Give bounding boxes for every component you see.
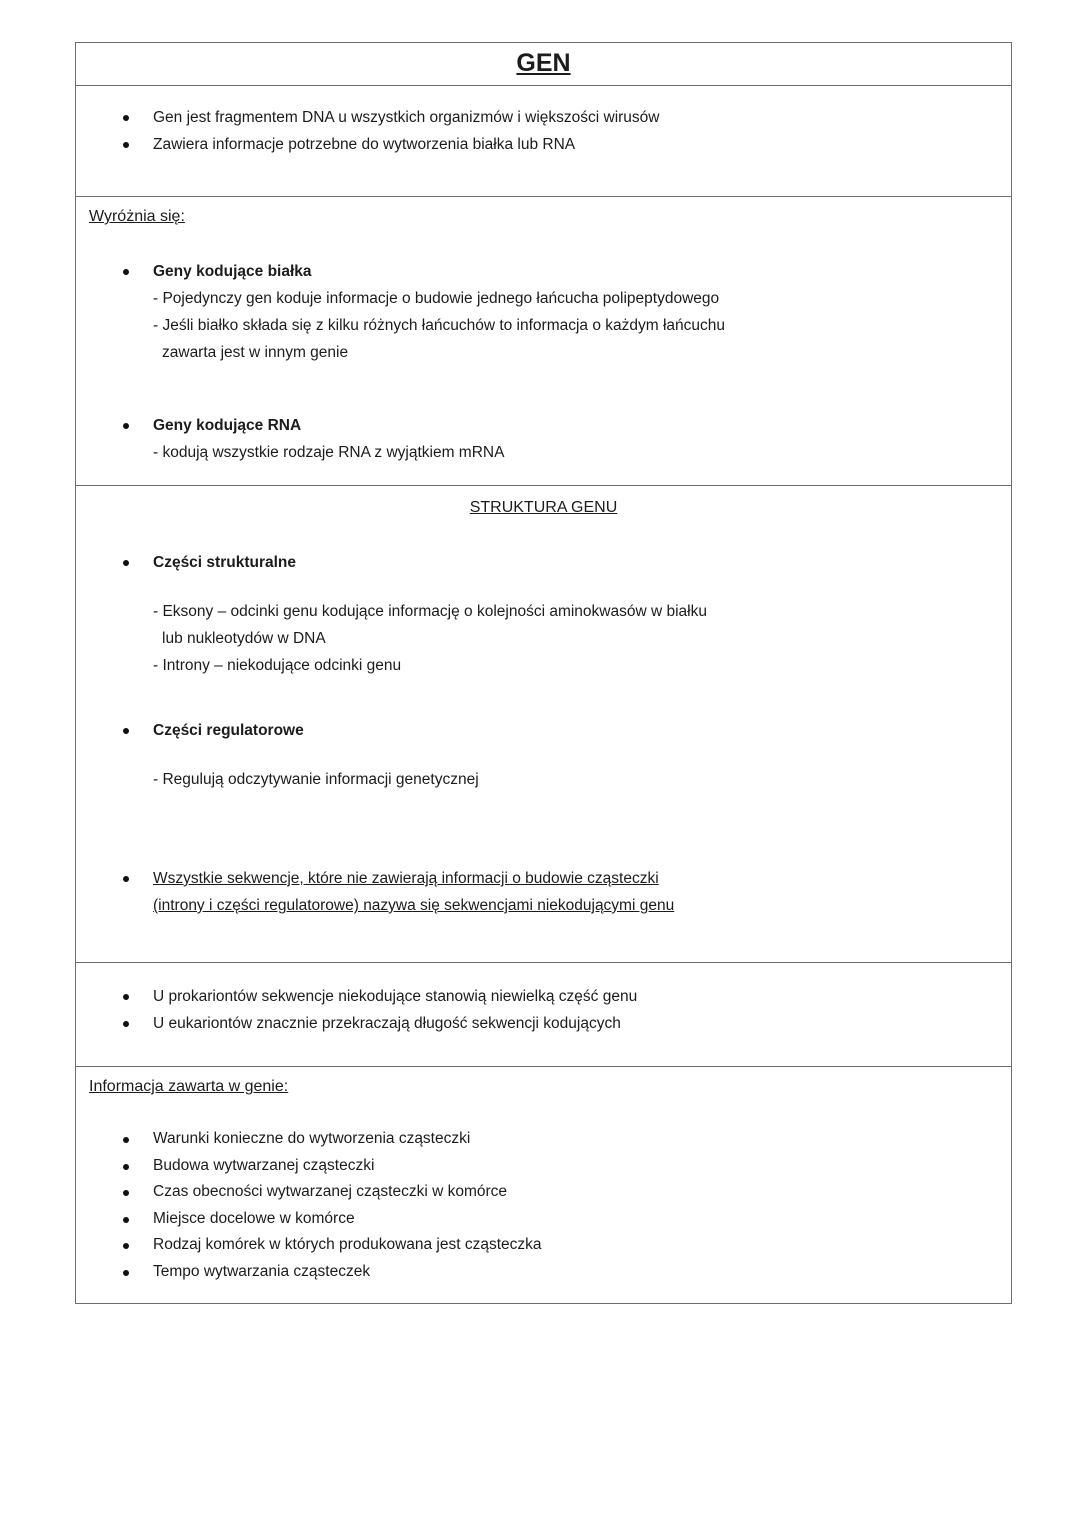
bullet-icon <box>123 994 129 1000</box>
bullet-icon <box>123 1243 129 1249</box>
bullet-sublines <box>76 766 1011 793</box>
subline: - Introny – niekodujące odcinki genu <box>153 657 402 674</box>
bullet-item <box>76 1232 1011 1259</box>
intro-section <box>76 86 1011 197</box>
subline: - Regulują odczytywanie informacji genetycznej <box>153 771 479 788</box>
comparison-section <box>76 963 1011 1067</box>
noncoding-note <box>153 865 1011 919</box>
bullet-item <box>76 1010 1011 1037</box>
bullet-icon <box>123 423 129 429</box>
bullet-icon <box>123 269 129 275</box>
bullet-icon <box>123 1021 129 1027</box>
note-line: Wszystkie sekwencje, które nie zawierają informacji o budowie cząsteczki <box>153 870 659 887</box>
bullet-text: Warunki konieczne do wytworzenia cząsteczki <box>153 1130 471 1147</box>
bullet-title: Geny kodujące białka <box>153 263 312 280</box>
bullet-item <box>76 549 1011 576</box>
bullet-text: Gen jest fragmentem DNA u wszystkich organizmów i większości wirusów <box>153 109 660 126</box>
bullet-text: Czas obecności wytwarzanej cząsteczki w komórce <box>153 1183 508 1200</box>
gene-structure-section <box>76 486 1011 963</box>
bullet-item <box>76 1153 1011 1180</box>
bullet-icon <box>123 1190 129 1196</box>
subline: zawarta jest w innym genie <box>162 344 349 361</box>
bullet-text: U eukariontów znacznie przekraczają długość sekwencji kodujących <box>153 1015 621 1032</box>
subline: - Eksony – odcinki genu kodujące informację o kolejności aminokwasów w białku <box>153 603 707 620</box>
bullet-icon <box>123 876 129 882</box>
bullet-icon <box>123 142 129 148</box>
bullet-item <box>76 1259 1011 1286</box>
bullet-icon <box>123 115 129 121</box>
section-heading: STRUKTURA GENU <box>469 499 618 516</box>
bullet-icon <box>123 1270 129 1276</box>
bullet-text: Rodzaj komórek w których produkowana jest cząsteczka <box>153 1236 542 1253</box>
bullet-icon <box>123 560 129 566</box>
bullet-text: U prokariontów sekwencje niekodujące stanowią niewielką część genu <box>153 988 638 1005</box>
bullet-item <box>76 1126 1011 1153</box>
bullet-title: Części strukturalne <box>153 554 296 571</box>
bullet-item <box>76 131 1011 158</box>
bullet-item <box>76 717 1011 744</box>
bullet-item <box>76 983 1011 1010</box>
subline: - kodują wszystkie rodzaje RNA z wyjątkiem mRNA <box>153 444 505 461</box>
section-heading: Informacja zawarta w genie: <box>89 1078 289 1095</box>
bullet-title: Geny kodujące RNA <box>153 417 302 434</box>
bullet-sublines <box>76 285 1011 366</box>
page-title: GEN <box>516 49 571 77</box>
bullet-text: Budowa wytwarzanej cząsteczki <box>153 1156 375 1174</box>
bullet-icon <box>123 1217 129 1223</box>
bullet-title: Części regulatorowe <box>153 722 304 739</box>
bullet-item <box>76 865 1011 919</box>
bullet-icon <box>123 728 129 734</box>
subline: - Jeśli białko składa się z kilku różnych łańcuchów to informacja o każdym łańcuchu <box>153 317 726 334</box>
bullet-list <box>76 1126 1011 1285</box>
bullet-text: Zawiera informacje potrzebne do wytworzenia białka lub RNA <box>153 136 576 153</box>
bullet-item <box>76 104 1011 131</box>
bullet-sublines <box>76 439 1011 466</box>
bullet-text: Miejsce docelowe w komórce <box>153 1209 355 1227</box>
subline: - Pojedynczy gen koduje informacje o budowie jednego łańcucha polipeptydowego <box>153 290 720 307</box>
bullet-icon <box>123 1164 129 1170</box>
bullet-sublines <box>76 598 1011 679</box>
bullet-item <box>76 258 1011 285</box>
gene-types-section <box>76 197 1011 486</box>
note-line: (introny i części regulatorowe) nazywa się sekwencjami niekodującymi genu <box>153 897 675 914</box>
bullet-item <box>76 1179 1011 1206</box>
bullet-item <box>76 412 1011 439</box>
section-heading: Wyróżnia się: <box>89 208 185 225</box>
bullet-icon <box>123 1137 129 1143</box>
bullet-text: Tempo wytwarzania cząsteczek <box>153 1262 371 1280</box>
gene-information-section <box>76 1067 1011 1303</box>
subline: lub nukleotydów w DNA <box>162 630 326 647</box>
bullet-item <box>76 1206 1011 1233</box>
title-section <box>76 43 1011 86</box>
document-table <box>75 42 1012 1304</box>
